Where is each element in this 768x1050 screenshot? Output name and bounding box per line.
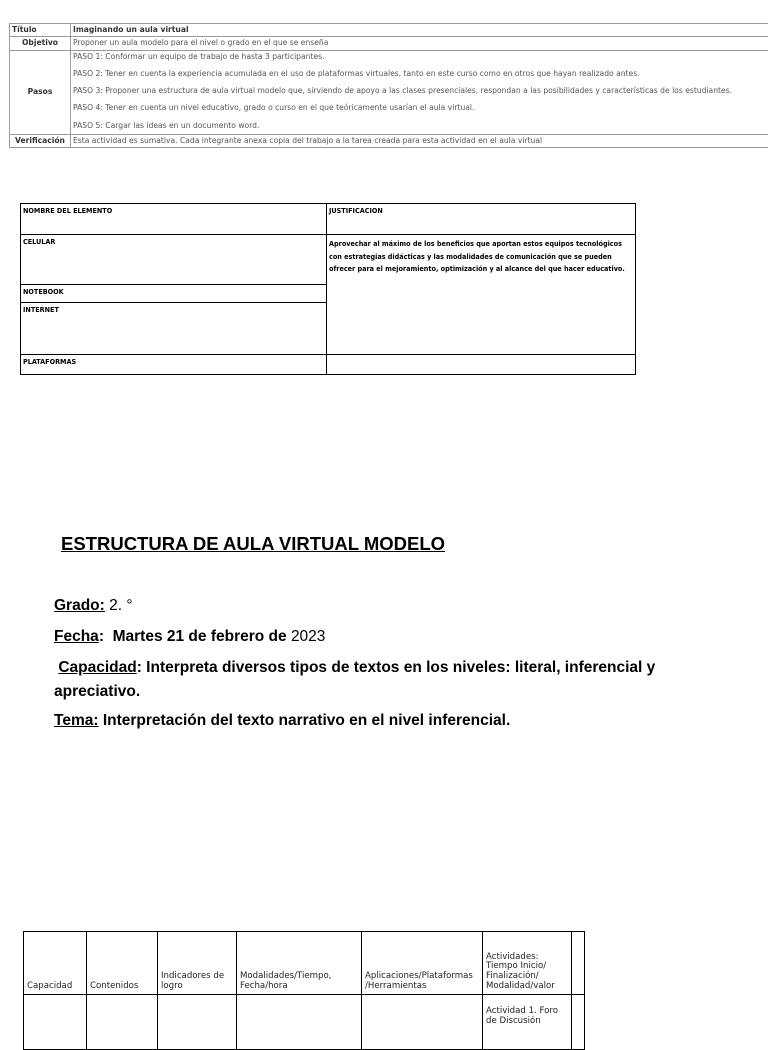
fecha-year: 2023	[291, 628, 325, 645]
fecha-separator: :	[99, 628, 104, 645]
plan-cell	[362, 995, 483, 1050]
objetivo-label: Objetivo	[10, 37, 71, 50]
plan-table	[23, 931, 585, 1050]
objetivo-value: Proponer un aula modelo para el nivel o grado en el que se enseña	[71, 37, 768, 50]
plan-header-modalidades: Modalidades/Tiempo, Fecha/hora	[237, 932, 362, 995]
element-row-celular: CELULAR	[21, 235, 327, 285]
capacidad-value: : Interpreta diversos tipos de textos en los niveles: literal, inferencial y apreciativo.	[54, 659, 655, 700]
verificacion-label: Verificación	[10, 134, 71, 147]
fecha-line	[54, 628, 325, 646]
structure-heading: ESTRUCTURA DE AULA VIRTUAL MODELO	[61, 533, 445, 555]
verificacion-value: Esta actividad es sumativa. Cada integrante anexa copia del trabajo a la tarea creada para esta actividad en el aula virtual	[71, 134, 768, 147]
header-justificacion: JUSTIFICACION	[327, 204, 636, 235]
plan-cell	[237, 995, 362, 1050]
titulo-label: Título	[10, 24, 71, 37]
element-justification-table	[20, 203, 636, 375]
plan-header-contenidos: Contenidos	[87, 932, 158, 995]
plan-header-aplicaciones: Aplicaciones/Plataformas /Herramientas	[362, 932, 483, 995]
capacidad-line	[54, 656, 694, 704]
fecha-label: Fecha	[54, 628, 99, 645]
paso-3: PASO 3: Proponer una estructura de aula virtual modelo que, sirviendo de apoyo a las clases presenciales, respondan a las posibilidades y características de los estudiantes.	[73, 86, 768, 96]
tema-value: Interpretación del texto narrativo en el nivel inferencial.	[103, 712, 510, 729]
tema-line	[54, 712, 510, 730]
plan-cell	[87, 995, 158, 1050]
paso-2: PASO 2: Tener en cuenta la experiencia acumulada en el uso de plataformas virtuales, tanto en este curso como en otros que hayan realizado antes.	[73, 69, 768, 79]
paso-4: PASO 4: Tener en cuenta un nivel educativo, grado o curso en el que teóricamente usarían el aula virtual.	[73, 103, 768, 113]
pasos-list	[71, 50, 768, 134]
titulo-value: Imaginando un aula virtual	[71, 24, 768, 37]
justification-text: Aprovechar al máximo de los beneficios que aportan estos equipos tecnológicos con estrategias didácticas y las modalidades de comunicación que se pueden ofrecer para el mejoramiento, optimización y al alcance del que hacer educativo.	[327, 235, 636, 355]
element-row-internet: INTERNET	[21, 303, 327, 355]
fecha-value: Martes 21 de febrero de	[113, 628, 287, 645]
activity-info-table	[9, 23, 768, 148]
tema-label: Tema:	[54, 712, 99, 729]
plan-header-indicadores: Indicadores de logro	[158, 932, 237, 995]
pasos-label: Pasos	[10, 50, 71, 134]
plan-header-actividades: Actividades: Tiempo Inicio/ Finalización/ Modalidad/valor	[483, 932, 572, 995]
paso-5: PASO 5: Cargar las ideas en un documento word.	[73, 121, 768, 131]
grado-line	[54, 597, 133, 615]
element-row-plataformas: PLATAFORMAS	[21, 355, 327, 375]
plan-header-extra	[572, 932, 585, 995]
element-row-plataformas-justification	[327, 355, 636, 375]
plan-cell	[158, 995, 237, 1050]
plan-activity-1: Actividad 1. Foro de Discusión	[483, 995, 572, 1050]
paso-1: PASO 1: Conformar un equipo de trabajo de hasta 3 participantes.	[73, 52, 768, 62]
grado-label: Grado:	[54, 597, 105, 614]
plan-cell	[24, 995, 87, 1050]
header-nombre-elemento: NOMBRE DEL ELEMENTO	[21, 204, 327, 235]
plan-header-capacidad: Capacidad	[24, 932, 87, 995]
plan-cell	[572, 995, 585, 1050]
element-row-notebook: NOTEBOOK	[21, 285, 327, 303]
capacidad-label: Capacidad	[58, 659, 136, 676]
grado-value: 2. °	[109, 597, 132, 614]
